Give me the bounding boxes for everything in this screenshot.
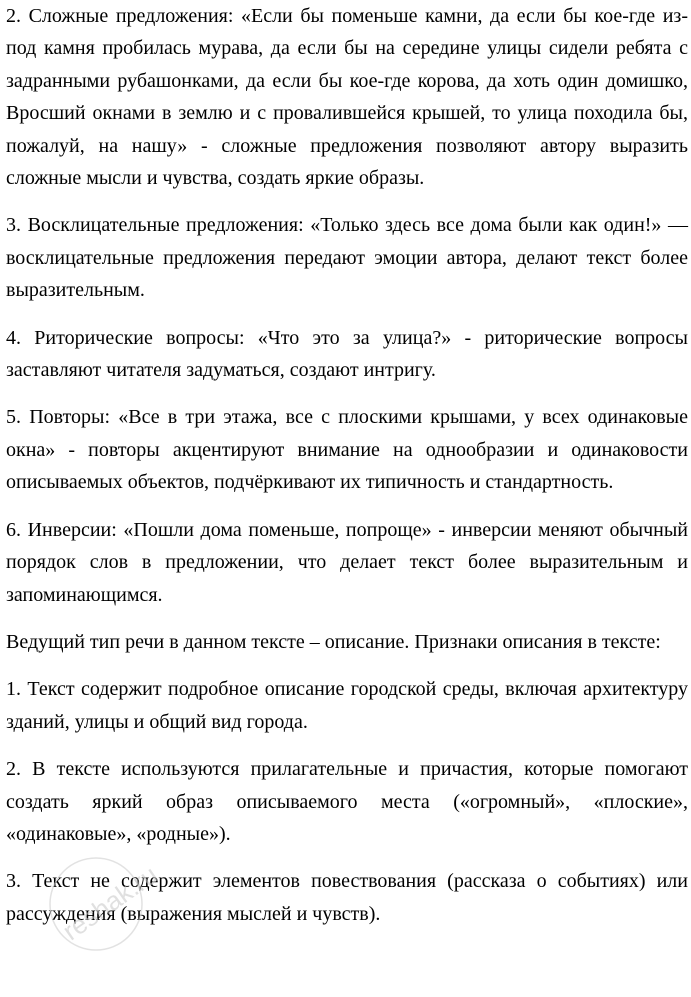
document-body [6,0,688,945]
paragraph-sign-3: 3. Текст не содержит элементов повествования (рассказа о событиях) или рассуждения (выражения мыслей и чувств). [6,870,688,925]
paragraph-complex-sentences: 2. Сложные предложения: «Если бы поменьше камни, да если бы кое-где из-под камня пробилась мурава, да если бы на середине улицы сидели ребята с задранными рубашонками, да если бы кое-где корова, да хоть один домишко, Вросший окнами в землю и с провалившейся крышей, то улица походила бы, пожалуй, на нашу» - сложные предложения позволяют автору выразить сложные мысли и чувства, создать яркие образы. [6,5,688,190]
paragraph-repetitions: 5. Повторы: «Все в три этажа, все с плоскими крышами, у всех одинаковые окна» - повторы акцентируют внимание на однообразии и одинаковости описываемых объектов, подчёркивают их типичность и стандартность. [6,406,688,494]
paragraph-sign-1: 1. Текст содержит подробное описание городской среды, включая архитектуру зданий, улицы и общий вид города. [6,678,688,733]
paragraph-inversions: 6. Инверсии: «Пошли дома поменьше, попроще» - инверсии меняют обычный порядок слов в предложении, что делает текст более выразительным и запоминающимся. [6,518,688,606]
watermark-text: reshak.ru [57,859,164,947]
paragraph-exclamatory-sentences: 3. Восклицательные предложения: «Только здесь все дома были как один!» — восклицательные предложения передают эмоции автора, делают текст более выразительным. [6,214,688,302]
paragraph-rhetorical-questions: 4. Риторические вопросы: «Что это за улица?» - риторические вопросы заставляют читателя задуматься, создают интригу. [6,326,688,382]
paragraph-sign-2: 2. В тексте используются прилагательные и причастия, которые помогают создать яркий образ описываемого места («огромный», «плоские», «одинаковые», «родные»). [6,758,688,845]
paragraph-speech-type: Ведущий тип речи в данном тексте – описание. Признаки описания в тексте: [6,630,661,653]
